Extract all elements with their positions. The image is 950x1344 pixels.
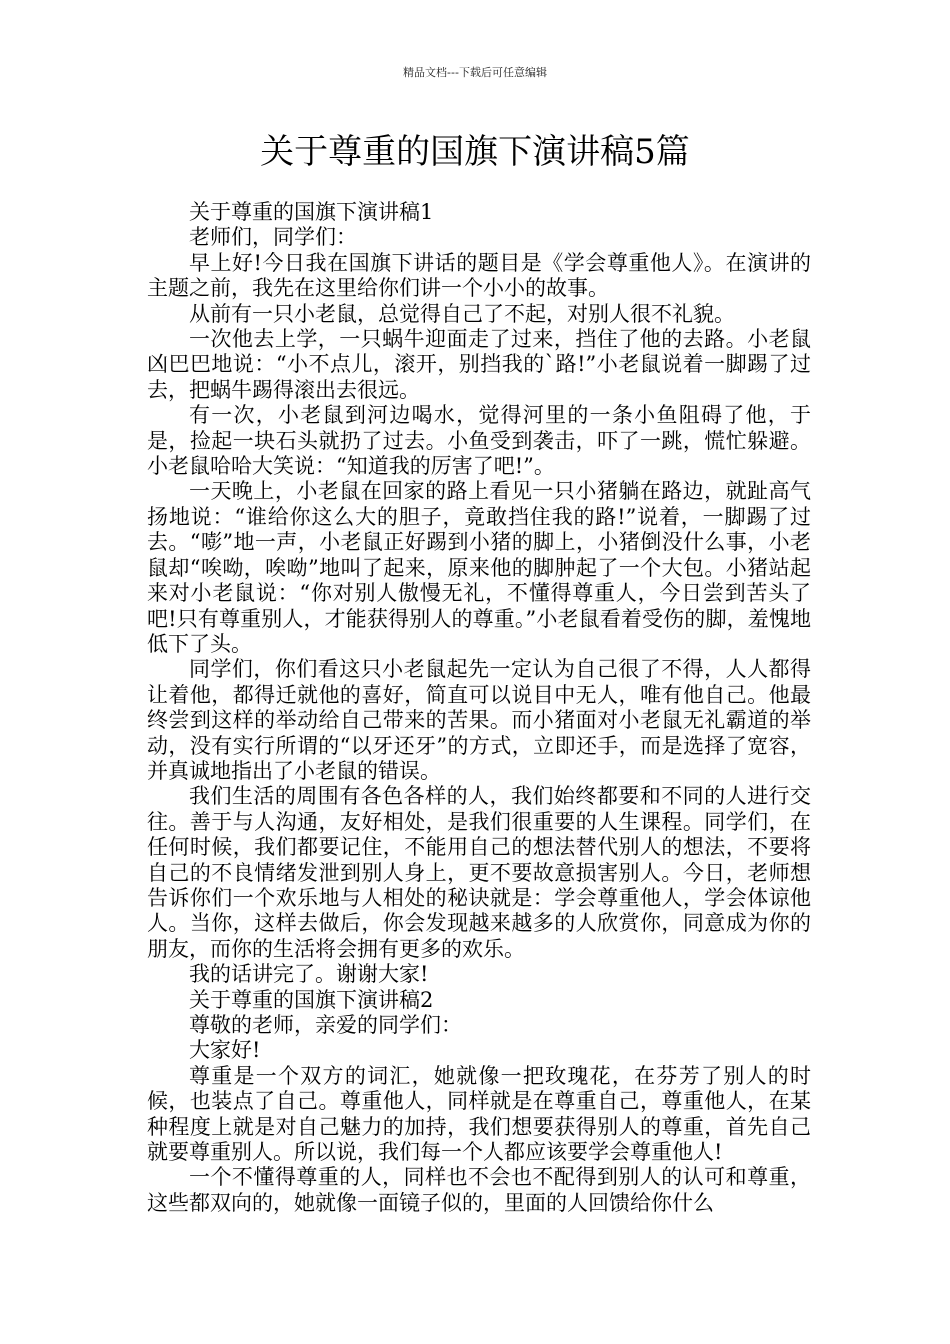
- paragraph: 早上好!今日我在国旗下讲话的题目是《学会尊重他人》。在演讲的主题之前，我先在这里给你们讲一个小小的故事。: [147, 250, 811, 301]
- paragraph: 尊重是一个双方的词汇，她就像一把玫瑰花，在芬芳了别人的时候，也装点了自己。尊重他人，同样就是在尊重自己，尊重他人，在某种程度上就是对自己魅力的加持，我们想要获得别人的尊重，首先自己就要尊重别人。所以说，我们每一个人都应该要学会尊重他人!: [147, 1063, 811, 1165]
- paragraph: 大家好!: [189, 1038, 261, 1063]
- paragraph: 一天晚上，小老鼠在回家的路上看见一只小猪躺在路边，就趾高气扬地说：“谁给你这么大的胆子，竟敢挡住我的路!”说着，一脚踢了过去。“嘭”地一声，小老鼠正好踢到小猪的脚上，小猪倒没什么事，小老鼠却“唉呦，唉呦”地叫了起来，原来他的脚肿起了一个大包。小猪站起来对小老鼠说：“你对别人傲慢无礼，不懂得尊重人，今日尝到苦头了吧!只有尊重别人，才能获得别人的尊重。”小老鼠看着受伤的脚，羞愧地低下了头。: [147, 479, 811, 656]
- paragraph: 一个不懂得尊重的人，同样也不会也不配得到别人的认可和尊重，这些都双向的，她就像一面镜子似的，里面的人回馈给你什么: [147, 1165, 811, 1215]
- paragraph: 关于尊重的国旗下演讲稿2: [189, 987, 434, 1012]
- paragraph: 我的话讲完了。谢谢大家!: [189, 962, 429, 987]
- paragraph: 从前有一只小老鼠，总觉得自己了不起，对别人很不礼貌。: [189, 301, 735, 326]
- page-header: 精品文档---下载后可任意编辑: [403, 66, 547, 79]
- paragraph: 老师们，同学们：: [189, 225, 357, 250]
- paragraph: 关于尊重的国旗下演讲稿1: [189, 200, 434, 224]
- paragraph: 我们生活的周围有各色各样的人，我们始终都要和不同的人进行交往。善于与人沟通，友好相处，是我们很重要的人生课程。同学们，在任何时候，我们都要记住，不能用自己的想法替代别人的想法，不要将自己的不良情绪发泄到别人身上，更不要故意损害别人。今日，老师想告诉你们一个欢乐地与人相处的秘诀就是：学会尊重他人，学会体谅他人。当你，这样去做后，你会发现越来越多的人欣赏你，同意成为你的朋友，而你的生活将会拥有更多的欢乐。: [147, 784, 811, 961]
- paragraph: 同学们，你们看这只小老鼠起先一定认为自己很了不得，人人都得让着他，都得迁就他的喜好，简直可以说目中无人，唯有他自己。他最终尝到这样的举动给自己带来的苦果。而小猪面对小老鼠无礼霸道的举动，没有实行所谓的“以牙还牙”的方式，立即还手，而是选择了宽容，并真诚地指出了小老鼠的错误。: [147, 657, 811, 783]
- paragraph: 一次他去上学，一只蜗牛迎面走了过来，挡住了他的去路。小老鼠凶巴巴地说：“小不点儿，滚开，别挡我的`路!”小老鼠说着一脚踢了过去，把蜗牛踢得滚出去很远。: [147, 327, 811, 402]
- document-title: 关于尊重的国旗下演讲稿5篇: [260, 132, 690, 172]
- paragraph: 尊敬的老师，亲爱的同学们：: [189, 1013, 462, 1037]
- document-body: [147, 200, 811, 1216]
- paragraph: 有一次，小老鼠到河边喝水，觉得河里的一条小鱼阻碍了他，于是，捡起一块石头就扔了过去。小鱼受到袭击，吓了一跳，慌忙躲避。小老鼠哈哈大笑说：“知道我的厉害了吧!”。: [147, 403, 811, 479]
